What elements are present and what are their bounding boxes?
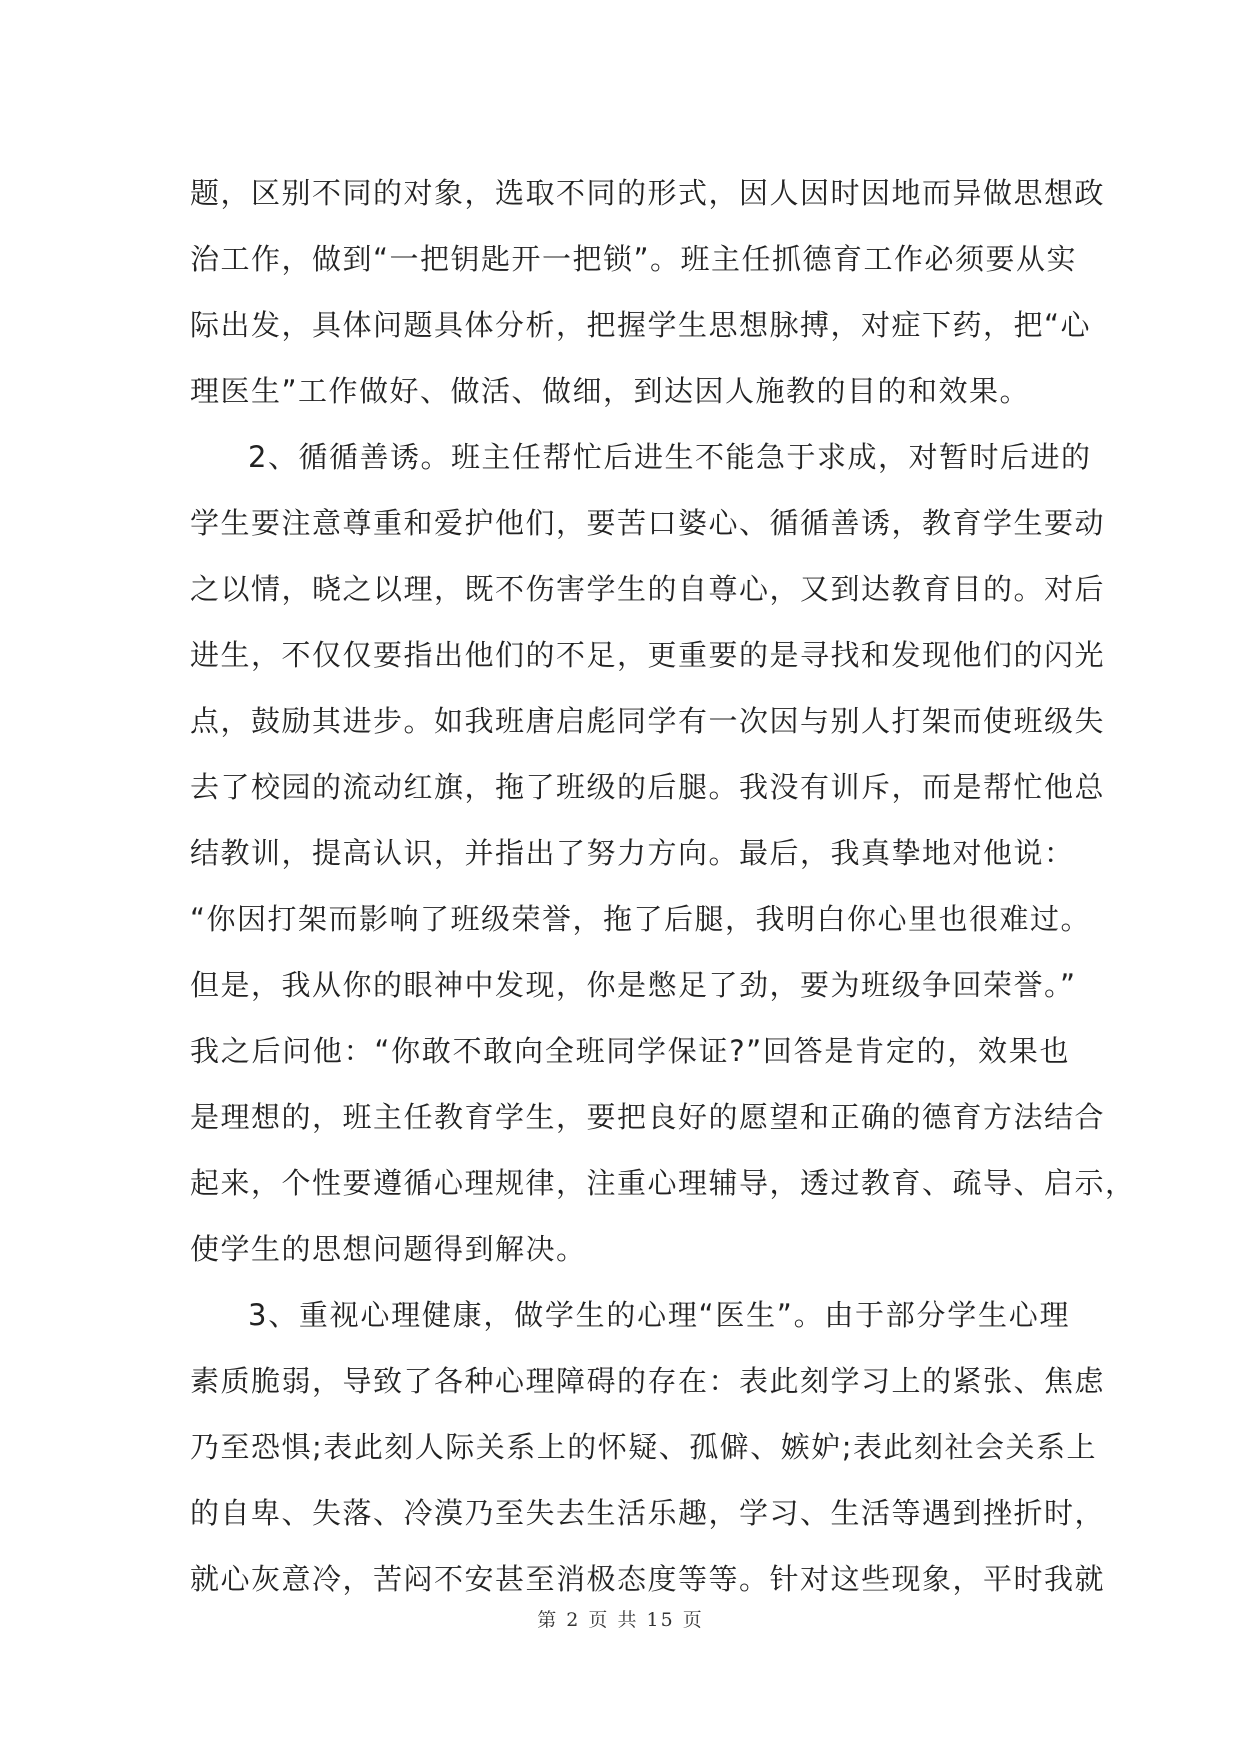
page-number-footer: 第 2 页 共 15 页 xyxy=(537,1609,704,1631)
text-line: 题，区别不同的对象，选取不同的形式，因人因时因地而异做思想政 xyxy=(190,176,1106,210)
text-line: 的自卑、失落、冷漠乃至失去生活乐趣，学习、生活等遇到挫折时， xyxy=(190,1496,1106,1530)
text-line: 起来，个性要遵循心理规律，注重心理辅导，透过教育、疏导、启示， xyxy=(190,1166,1136,1200)
text-line: 3、重视心理健康，做学生的心理“医生”。由于部分学生心理 xyxy=(248,1298,1070,1332)
text-line: 治工作，做到“一把钥匙开一把锁”。班主任抓德育工作必须要从实 xyxy=(190,242,1078,276)
text-line: 是理想的，班主任教育学生，要把良好的愿望和正确的德育方法结合 xyxy=(190,1100,1106,1134)
text-line: 理医生”工作做好、做活、做细，到达因人施教的目的和效果。 xyxy=(190,374,1031,408)
text-line: 我之后问他：“你敢不敢向全班同学保证?”回答是肯定的，效果也 xyxy=(190,1034,1070,1068)
text-line: “你因打架而影响了班级荣誉，拖了后腿，我明白你心里也很难过。 xyxy=(190,902,1092,936)
body-text xyxy=(190,160,1136,1612)
text-line: 结教训，提高认识，并指出了努力方向。最后，我真挚地对他说： xyxy=(190,836,1075,870)
text-line: 就心灰意冷，苦闷不安甚至消极态度等等。针对这些现象，平时我就 xyxy=(190,1562,1106,1596)
text-line: 但是，我从你的眼神中发现，你是憋足了劲，要为班级争回荣誉。” xyxy=(190,968,1077,1002)
text-line: 学生要注意尊重和爱护他们，要苦口婆心、循循善诱，教育学生要动 xyxy=(190,506,1106,540)
text-line: 素质脆弱，导致了各种心理障碍的存在：表此刻学习上的紧张、焦虑 xyxy=(190,1364,1106,1398)
text-line: 2、循循善诱。班主任帮忙后进生不能急于求成，对暂时后进的 xyxy=(248,440,1092,474)
text-line: 去了校园的流动红旗，拖了班级的后腿。我没有训斥，而是帮忙他总 xyxy=(190,770,1106,804)
text-line: 际出发，具体问题具体分析，把握学生思想脉搏，对症下药，把“心 xyxy=(190,308,1092,342)
text-line: 使学生的思想问题得到解决。 xyxy=(190,1232,587,1266)
text-line: 乃至恐惧;表此刻人际关系上的怀疑、孤僻、嫉妒;表此刻社会关系上 xyxy=(190,1430,1098,1464)
text-line: 进生，不仅仅要指出他们的不足，更重要的是寻找和发现他们的闪光 xyxy=(190,638,1106,672)
text-line: 点，鼓励其进步。如我班唐启彪同学有一次因与别人打架而使班级失 xyxy=(190,704,1106,738)
text-line: 之以情，晓之以理，既不伤害学生的自尊心，又到达教育目的。对后 xyxy=(190,572,1106,606)
